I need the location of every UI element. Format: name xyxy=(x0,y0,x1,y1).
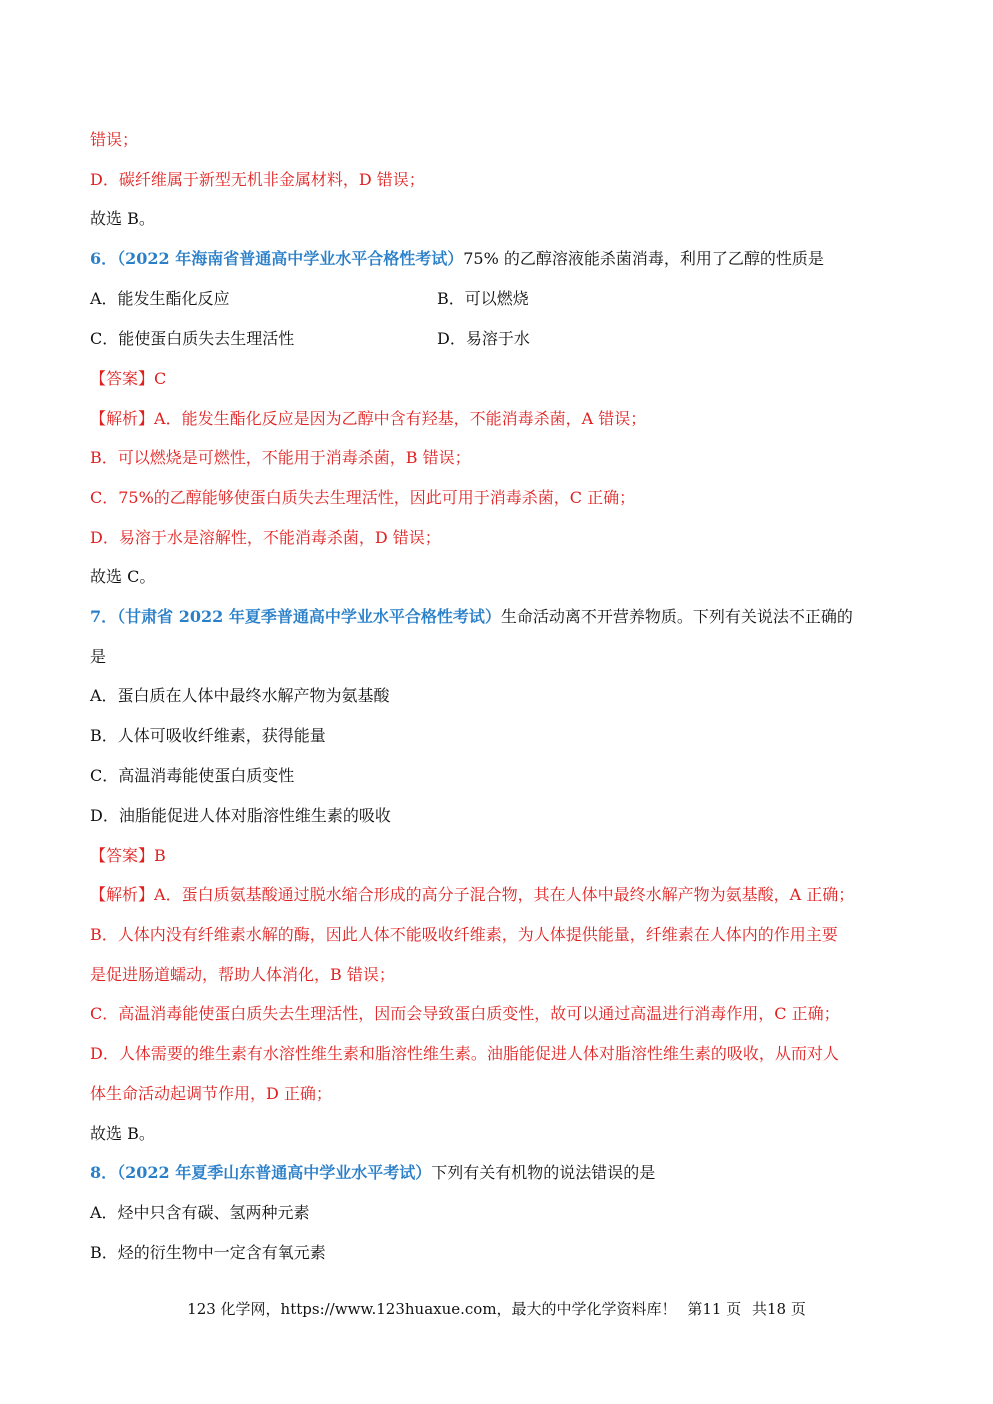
q7-option-b: B．人体可吸收纤维素，获得能量 xyxy=(90,726,326,745)
answer-value: B xyxy=(154,846,166,865)
question-text: 75% 的乙醇溶液能杀菌消毒，利用了乙醇的性质是 xyxy=(463,249,824,268)
page-footer xyxy=(0,1298,993,1320)
analysis-text: A．蛋白质氨基酸通过脱水缩合形成的高分子混合物，其在人体中最终水解产物为氨基酸，A 正确； xyxy=(154,885,855,904)
q7-analysis-b-line1: B．人体内没有纤维素水解的酶，因此人体不能吸收纤维素，为人体提供能量，纤维素在人体内的作用主要 xyxy=(90,925,838,944)
prev-analysis-tail: 错误； xyxy=(90,130,139,149)
q7-analysis-a xyxy=(90,884,854,906)
question-source: （2022 年海南省普通高中学业水平合格性考试） xyxy=(117,249,464,268)
analysis-tag: 【解析】 xyxy=(90,409,155,428)
question-number: 8． xyxy=(90,1163,118,1182)
question-8-stem xyxy=(90,1162,655,1184)
question-source: （甘肃省 2022 年夏季普通高中学业水平合格性考试） xyxy=(117,607,501,626)
q7-analysis-d-line1: D．人体需要的维生素有水溶性维生素和脂溶性维生素。油脂能促进人体对脂溶性维生素的吸收，从而对人 xyxy=(90,1044,839,1063)
footer-page-number: 第11 页 xyxy=(687,1300,742,1318)
q7-option-d: D．油脂能促进人体对脂溶性维生素的吸收 xyxy=(90,806,391,825)
q7-option-a: A．蛋白质在人体中最终水解产物为氨基酸 xyxy=(90,686,390,705)
footer-total-pages: 共18 页 xyxy=(751,1300,806,1318)
analysis-tag: 【解析】 xyxy=(90,885,155,904)
q6-option-c: C．能使蛋白质失去生理活性 xyxy=(90,329,295,348)
q6-analysis-d: D．易溶于水是溶解性，不能消毒杀菌，D 错误； xyxy=(90,528,441,547)
q6-answer xyxy=(90,368,166,390)
answer-tag: 【答案】 xyxy=(90,846,155,865)
question-text: 下列有关有机物的说法错误的是 xyxy=(431,1163,656,1182)
q6-option-b: B．可以燃烧 xyxy=(437,289,529,308)
prev-analysis-option-d: D．碳纤维属于新型无机非金属材料，D 错误； xyxy=(90,170,425,189)
answer-value: C xyxy=(154,369,167,388)
q6-option-a: A．能发生酯化反应 xyxy=(90,289,230,308)
footer-site: 123 化学网，https://www.123huaxue.com，最大的中学化学资料库！ xyxy=(187,1300,677,1318)
question-7-stem xyxy=(90,606,853,628)
question-source: （2022 年夏季山东普通高中学业水平考试） xyxy=(117,1163,432,1182)
question-number: 7． xyxy=(90,607,118,626)
question-text: 生命活动离不开营养物质。下列有关说法不正确的 xyxy=(500,607,853,626)
q7-analysis-d-line2: 体生命活动起调节作用，D 正确； xyxy=(90,1084,332,1103)
q6-analysis-b: B．可以燃烧是可燃性，不能用于消毒杀菌，B 错误； xyxy=(90,448,471,467)
analysis-text: A．能发生酯化反应是因为乙醇中含有羟基，不能消毒杀菌，A 错误； xyxy=(154,409,647,428)
q6-conclusion: 故选 C。 xyxy=(90,567,156,586)
q7-conclusion: 故选 B。 xyxy=(90,1124,155,1143)
q7-option-c: C．高温消毒能使蛋白质变性 xyxy=(90,766,295,785)
q6-option-d: D．易溶于水 xyxy=(437,329,530,348)
q7-analysis-c: C．高温消毒能使蛋白质失去生理活性，因而会导致蛋白质变性，故可以通过高温进行消毒作用，C 正确； xyxy=(90,1004,840,1023)
question-6-stem xyxy=(90,248,824,270)
q7-answer xyxy=(90,845,166,867)
prev-conclusion: 故选 B。 xyxy=(90,209,155,228)
q6-analysis-a xyxy=(90,408,646,430)
q7-analysis-b-line2: 是促进肠道蠕动，帮助人体消化，B 错误； xyxy=(90,965,395,984)
question-number: 6． xyxy=(90,249,118,268)
q8-option-b: B．烃的衍生物中一定含有氧元素 xyxy=(90,1243,326,1262)
question-7-stem-cont: 是 xyxy=(90,647,107,666)
q6-analysis-c: C．75%的乙醇能够使蛋白质失去生理活性，因此可用于消毒杀菌，C 正确； xyxy=(90,488,636,507)
q8-option-a: A．烃中只含有碳、氢两种元素 xyxy=(90,1203,310,1222)
answer-tag: 【答案】 xyxy=(90,369,155,388)
